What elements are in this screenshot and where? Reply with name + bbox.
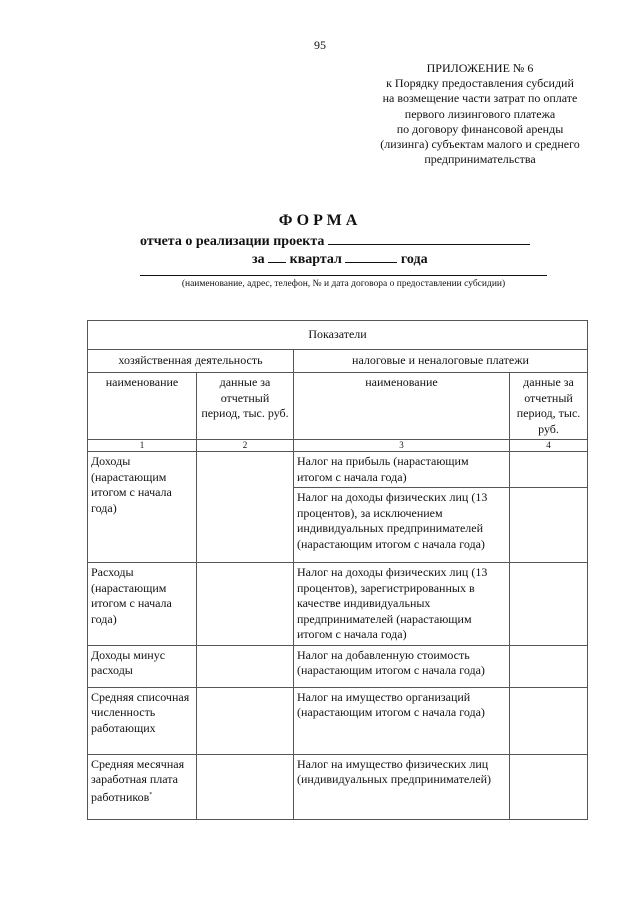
right-item-personal-income-tax: Налог на доходы физических лиц (13 процентов), за исключением индивидуальных предпринимателей (нарастающим итогом с начала года) [294, 488, 510, 563]
header-indicators: Показатели [88, 321, 588, 350]
right-item-profit-tax: Налог на прибыль (нарастающим итогом с начала года) [294, 452, 510, 488]
left-item-income-minus-expenses: Доходы минус расходы [88, 645, 197, 687]
appendix-line: предпринимательства [424, 152, 536, 167]
footnote-mark: * [149, 791, 153, 798]
period-suffix: года [400, 252, 428, 267]
period-mid: квартал [289, 252, 342, 267]
year-blank [345, 250, 397, 263]
report-table [87, 320, 588, 820]
right-value-cell[interactable] [510, 488, 588, 563]
col-number: 1 [88, 440, 197, 452]
left-item-headcount: Средняя списочная численность работающих [88, 687, 197, 754]
period-prefix: за [252, 252, 265, 267]
right-value-cell[interactable] [510, 645, 588, 687]
page-number: 95 [314, 38, 326, 52]
right-value-cell[interactable] [510, 754, 588, 819]
left-value-cell[interactable] [197, 452, 294, 563]
appendix-line: по договору финансовой аренды [396, 121, 564, 136]
organization-line [140, 275, 547, 276]
form-subtitle [140, 232, 530, 250]
left-item-average-salary [88, 754, 197, 819]
quarter-blank [268, 250, 286, 263]
right-value-cell[interactable] [510, 563, 588, 646]
project-blank [328, 232, 530, 245]
appendix-line: ПРИЛОЖЕНИЕ № 6 [426, 61, 534, 75]
appendix-line: (лизинга) субъектам малого и среднего [380, 137, 580, 152]
col-name-left: наименование [88, 373, 197, 440]
col-number: 4 [510, 440, 588, 452]
organization-caption: (наименование, адрес, телефон, № и дата договора о предоставлении субсидии) [181, 279, 506, 289]
right-value-cell[interactable] [510, 452, 588, 488]
col-number: 3 [294, 440, 510, 452]
right-item-organization-property-tax: Налог на имущество организаций (нарастающим итогом с начала года) [294, 687, 510, 754]
col-data-right: данные за отчетный период, тыс. руб. [510, 373, 588, 440]
appendix-header [355, 61, 605, 167]
left-value-cell[interactable] [197, 645, 294, 687]
col-data-left: данные за отчетный период, тыс. руб. [197, 373, 294, 440]
left-item-expenses: Расходы (нарастающим итогом с начала года) [88, 563, 197, 646]
form-title: ФОРМА [278, 212, 362, 229]
right-item-entrepreneur-income-tax: Налог на доходы физических лиц (13 процентов), зарегистрированных в качестве индивидуальных предпринимателей (нарастающим итогом с начала года) [294, 563, 510, 646]
col-number: 2 [197, 440, 294, 452]
left-value-cell[interactable] [197, 687, 294, 754]
appendix-line: к Порядку предоставления субсидий [386, 76, 574, 91]
group-economic-activity: хозяйственная деятельность [88, 350, 294, 373]
average-salary-label: Средняя месячная заработная плата работников [91, 756, 185, 804]
right-value-cell[interactable] [510, 687, 588, 754]
col-name-right: наименование [294, 373, 510, 440]
left-value-cell[interactable] [197, 754, 294, 819]
right-item-individual-property-tax: Налог на имущество физических лиц (индивидуальных предпринимателей) [294, 754, 510, 819]
right-item-vat: Налог на добавленную стоимость (нарастающим итогом с начала года) [294, 645, 510, 687]
left-item-income: Доходы (нарастающим итогом с начала года) [88, 452, 197, 563]
appendix-line: первого лизингового платежа [404, 106, 556, 121]
subtitle-text: отчета о реализации проекта [140, 234, 325, 249]
group-tax-payments: налоговые и неналоговые платежи [294, 350, 588, 373]
appendix-line: на возмещение части затрат по оплате [382, 91, 578, 106]
form-period [252, 250, 428, 268]
left-value-cell[interactable] [197, 563, 294, 646]
